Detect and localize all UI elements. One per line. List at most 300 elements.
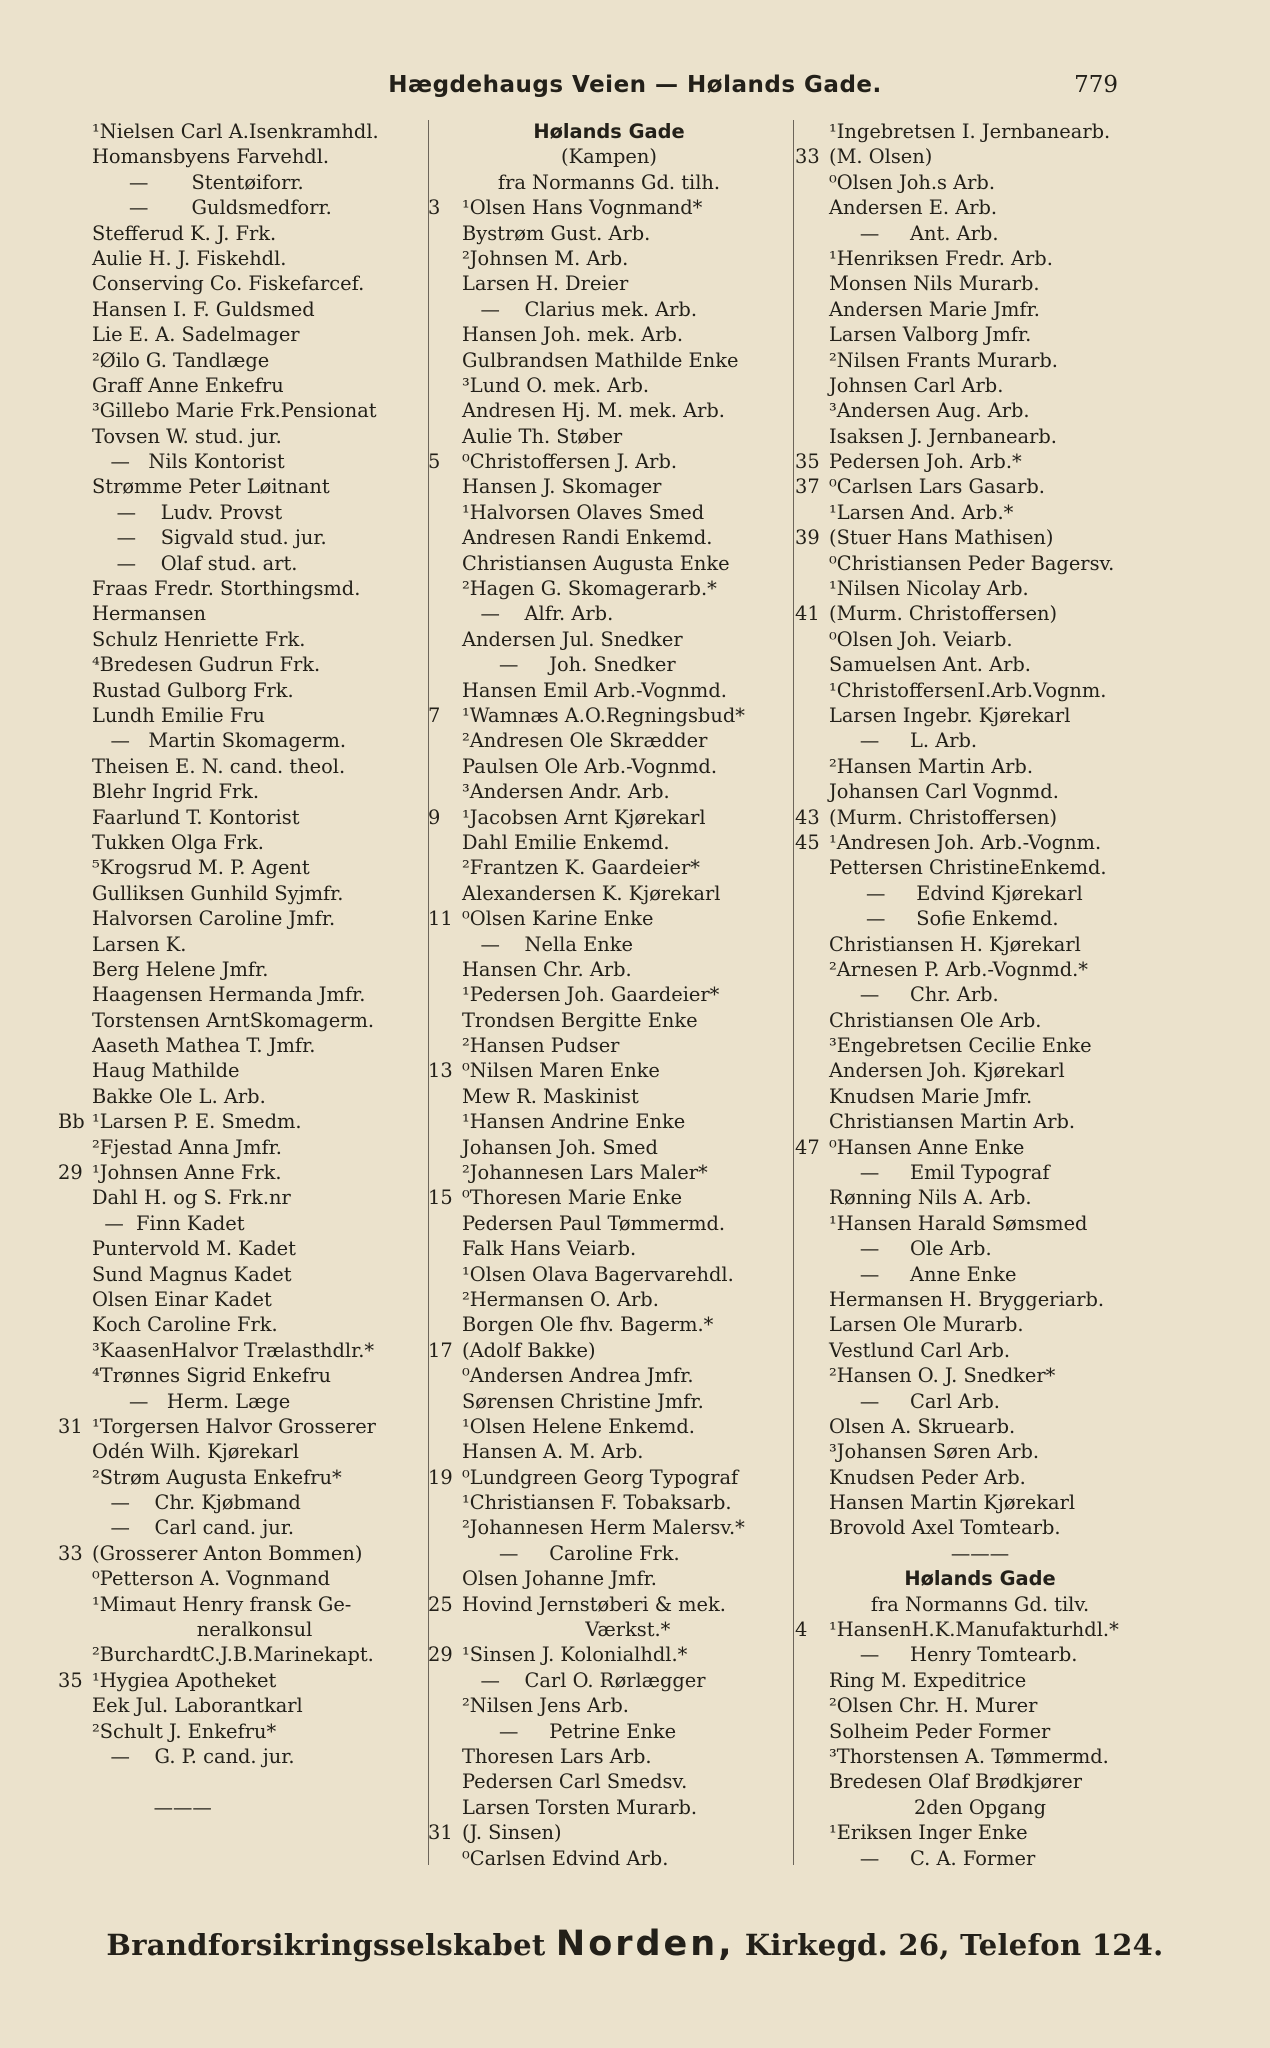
directory-entry — [795, 906, 1165, 931]
entry-text: — Olaf stud. art. — [92, 551, 298, 575]
entry-text: Andersen Joh. Kjørekarl — [829, 1059, 1065, 1083]
entry-text: Pedersen Paul Tømmermd. — [462, 1211, 726, 1235]
entry-text: Larsen Valborg Jmfr. — [829, 323, 1032, 347]
house-number: 31 — [428, 1821, 453, 1845]
directory-entry — [795, 957, 1165, 982]
directory-entry — [428, 982, 790, 1007]
directory-entry — [795, 855, 1165, 880]
directory-entry — [58, 1795, 428, 1820]
directory-entry — [58, 1719, 428, 1744]
entry-text: ¹Pedersen Joh. Gaardeier* — [462, 983, 720, 1007]
directory-entry — [795, 474, 1165, 499]
entry-text: Brovold Axel Tomtearb. — [829, 1516, 1061, 1540]
directory-entry — [58, 449, 428, 474]
house-number: 37 — [795, 475, 820, 499]
directory-entry — [428, 1541, 790, 1566]
directory-entry — [428, 855, 790, 880]
entry-text: ⁴Trønnes Sigrid Enkefru — [92, 1364, 331, 1388]
house-number: 19 — [428, 1465, 453, 1489]
entry-text: Aulie H. J. Fiskehdl. — [92, 246, 287, 270]
directory-entry — [58, 982, 428, 1007]
directory-entry — [795, 1185, 1165, 1210]
entry-text: Knudsen Marie Jmfr. — [829, 1084, 1033, 1108]
directory-entry — [795, 525, 1165, 550]
directory-entry — [795, 1287, 1165, 1312]
directory-entry — [795, 1439, 1165, 1464]
entry-text: Pedersen Joh. Arb.* — [829, 450, 1022, 474]
directory-entry — [428, 1515, 790, 1540]
directory-entry — [58, 297, 428, 322]
entry-text: Berg Helene Jmfr. — [92, 957, 269, 981]
entry-text: Borgen Ole fhv. Bagerm.* — [462, 1313, 714, 1337]
footer-brand: Norden, — [555, 1924, 735, 1964]
entry-text: Rustad Gulborg Frk. — [92, 678, 294, 702]
directory-entry — [795, 1769, 1165, 1794]
entry-text: Andresen Hj. M. mek. Arb. — [462, 399, 725, 423]
entry-text: ²Hagen G. Skomagerarb.* — [462, 577, 717, 601]
entry-text: — Carl O. Rørlægger — [462, 1668, 706, 1692]
directory-entry — [795, 1211, 1165, 1236]
directory-entry — [58, 627, 428, 652]
directory-entry — [795, 271, 1165, 296]
directory-entry — [795, 932, 1165, 957]
entry-text: Samuelsen Ant. Arb. — [829, 653, 1031, 677]
directory-entry — [428, 1236, 790, 1261]
directory-entry — [428, 525, 790, 550]
directory-entry — [58, 754, 428, 779]
directory-entry — [58, 881, 428, 906]
directory-entry — [58, 500, 428, 525]
entry-text: — Martin Skomagerm. — [92, 729, 347, 753]
entry-text: Graff Anne Enkefru — [92, 373, 284, 397]
entry-text: ——— — [92, 1795, 212, 1819]
entry-text: ³Thorstensen A. Tømmermd. — [829, 1745, 1109, 1768]
directory-entry — [58, 1262, 428, 1287]
directory-entry — [428, 1363, 790, 1388]
directory-entry — [428, 703, 790, 728]
footer-prefix: Brandforsikringsselskabet — [106, 1928, 556, 1962]
directory-entry — [58, 652, 428, 677]
entry-text: — Carl cand. jur. — [92, 1516, 295, 1540]
entry-text: ¹Johnsen Anne Frk. — [92, 1161, 282, 1185]
entry-text: ⁵Krogsrud M. P. Agent — [92, 856, 310, 880]
directory-entry — [795, 1617, 1165, 1642]
directory-entry — [795, 779, 1165, 804]
entry-text: Stefferud K. J. Frk. — [92, 221, 277, 245]
entry-text: Puntervold M. Kadet — [92, 1237, 296, 1261]
directory-entry — [795, 1515, 1165, 1540]
entry-text: Hansen Joh. mek. Arb. — [462, 323, 684, 347]
directory-entry — [428, 627, 790, 652]
directory-entry — [428, 1820, 790, 1845]
directory-entry — [428, 779, 790, 804]
directory-entry — [58, 195, 428, 220]
entry-text: ³Gillebo Marie Frk.Pensionat — [92, 399, 377, 423]
directory-entry — [795, 1312, 1165, 1337]
entry-text: ²Fjestad Anna Jmfr. — [92, 1135, 282, 1159]
house-number: 45 — [795, 830, 820, 854]
directory-entry — [58, 1338, 428, 1363]
entry-text: — Ant. Arb. — [829, 221, 999, 245]
entry-text: Hansen I. F. Guldsmed — [92, 297, 315, 321]
entry-text: Hansen J. Skomager — [462, 475, 662, 499]
entry-text: Larsen Ole Murarb. — [829, 1313, 1024, 1337]
directory-entry — [428, 195, 790, 220]
directory-entry — [795, 449, 1165, 474]
house-number: 7 — [428, 703, 441, 727]
directory-entry — [58, 1312, 428, 1337]
entry-text: Ring M. Expeditrice — [829, 1668, 1027, 1692]
directory-entry — [428, 1744, 790, 1769]
directory-entry — [58, 1490, 428, 1515]
entry-text: ²Nilsen Jens Arb. — [462, 1694, 629, 1718]
directory-entry — [58, 1541, 428, 1566]
house-number: 13 — [428, 1059, 453, 1083]
house-number: 29 — [428, 1643, 453, 1667]
entry-text: Andersen Marie Jmfr. — [829, 297, 1040, 321]
entry-text: (J. Sinsen) — [462, 1821, 562, 1845]
directory-entry — [428, 449, 790, 474]
entry-text: Larsen Torsten Murarb. — [462, 1795, 698, 1819]
entry-text: Christiansen H. Kjørekarl — [829, 932, 1081, 956]
entry-text: (Murm. Christoffersen) — [829, 805, 1058, 829]
directory-entry — [795, 830, 1165, 855]
entry-text: Pettersen ChristineEnkemd. — [829, 856, 1107, 880]
entry-text: ¹Olsen Olava Bagervarehdl. — [462, 1262, 734, 1286]
directory-entry — [795, 982, 1165, 1007]
directory-entry — [428, 678, 790, 703]
directory-entry — [428, 1185, 790, 1210]
directory-entry — [428, 1338, 790, 1363]
directory-entry — [428, 1312, 790, 1337]
directory-entry — [428, 957, 790, 982]
entry-text: Paulsen Ole Arb.-Vognmd. — [462, 754, 717, 778]
directory-entry — [58, 271, 428, 296]
directory-entry — [58, 551, 428, 576]
entry-text: ⁰Carlsen Lars Gasarb. — [829, 475, 1045, 499]
entry-text: Mew R. Maskinist — [462, 1084, 639, 1108]
directory-entry — [58, 678, 428, 703]
entry-text: Lundh Emilie Fru — [92, 703, 265, 727]
entry-text: Hermansen — [92, 602, 207, 626]
entry-text: Solheim Peder Former — [829, 1719, 1051, 1743]
directory-entry — [428, 246, 790, 271]
entry-text: Tovsen W. stud. jur. — [92, 424, 282, 448]
directory-entry — [428, 728, 790, 753]
entry-text: — Sofie Enkemd. — [829, 907, 1059, 931]
entry-text: Dahl Emilie Enkemd. — [462, 830, 670, 854]
directory-entry — [795, 1389, 1165, 1414]
directory-entry — [795, 1744, 1165, 1769]
directory-entry — [428, 576, 790, 601]
entry-text: ¹ChristoffersenI.Arb.Vognm. — [829, 678, 1107, 702]
entry-text: ¹Wamnæs A.O.Regningsbud* — [462, 703, 745, 727]
directory-entry — [795, 424, 1165, 449]
directory-entry — [795, 1363, 1165, 1388]
entry-text: Bakke Ole L. Arb. — [92, 1084, 266, 1108]
entry-text: Rønning Nils A. Arb. — [829, 1186, 1032, 1210]
entry-text: — Stentøiforr. — [92, 170, 304, 194]
entry-text: — Edvind Kjørekarl — [829, 881, 1083, 905]
directory-entry — [428, 551, 790, 576]
column-2 — [428, 119, 790, 1889]
directory-entry — [795, 1846, 1165, 1871]
directory-entry — [58, 221, 428, 246]
entry-text: Trondsen Bergitte Enke — [462, 1008, 698, 1032]
directory-entry — [795, 1719, 1165, 1744]
entry-text: ¹HansenH.K.Manufakturhdl.* — [829, 1618, 1119, 1642]
entry-text: ³KaasenHalvor Trælasthdlr.* — [92, 1338, 375, 1362]
entry-text: Hansen Martin Kjørekarl — [829, 1491, 1076, 1515]
entry-text: Odén Wilh. Kjørekarl — [92, 1440, 299, 1464]
directory-entry — [58, 1592, 428, 1617]
entry-text: ³Engebretsen Cecilie Enke — [829, 1034, 1092, 1058]
directory-entry — [58, 1185, 428, 1210]
directory-entry — [795, 703, 1165, 728]
directory-entry — [428, 601, 790, 626]
entry-text: — Herm. Læge — [92, 1389, 291, 1413]
directory-entry — [428, 1566, 790, 1591]
directory-entry — [428, 373, 790, 398]
entry-text: ⁰Olsen Joh.s Arb. — [829, 170, 996, 194]
directory-entry — [795, 728, 1165, 753]
directory-entry — [428, 1058, 790, 1083]
entry-text: ²Hansen O. J. Snedker* — [829, 1364, 1056, 1388]
directory-entry: fra Normanns Gd. tilv. — [870, 1592, 1090, 1616]
directory-entry — [58, 1363, 428, 1388]
directory-entry — [58, 474, 428, 499]
entry-text: ²Hansen Martin Arb. — [829, 754, 1033, 778]
directory-entry — [58, 601, 428, 626]
directory-entry — [428, 1109, 790, 1134]
entry-text: ²Johnsen M. Arb. — [462, 246, 629, 270]
directory-entry — [795, 1414, 1165, 1439]
entry-text: (M. Olsen) — [829, 145, 933, 169]
entry-text: Christiansen Ole Arb. — [829, 1008, 1042, 1032]
directory-entry — [58, 1439, 428, 1464]
entry-text: Johnsen Carl Arb. — [829, 373, 1004, 397]
directory-entry — [428, 1719, 790, 1744]
directory-entry — [428, 1693, 790, 1718]
entry-text: ¹Mimaut Henry fransk Ge- — [92, 1592, 352, 1616]
directory-entry — [428, 474, 790, 499]
entry-text: ⁰Olsen Joh. Veiarb. — [829, 627, 1013, 651]
directory-entry — [795, 1820, 1165, 1845]
directory-entry — [428, 754, 790, 779]
entry-text: — Alfr. Arb. — [462, 602, 614, 626]
entry-text: ⁰Andersen Andrea Jmfr. — [462, 1364, 694, 1388]
directory-entry — [428, 1262, 790, 1287]
directory-entry — [428, 1033, 790, 1058]
directory-entry — [58, 728, 428, 753]
directory-entry — [428, 424, 790, 449]
street-heading: Hølands Gade — [533, 120, 685, 143]
entry-text: Larsen K. — [92, 932, 187, 956]
entry-text: Gulbrandsen Mathilde Enke — [462, 348, 739, 372]
house-number: 3 — [428, 196, 441, 220]
entry-text: ³Andersen Aug. Arb. — [829, 399, 1030, 423]
entry-text: — Nella Enke — [462, 932, 633, 956]
directory-entry — [428, 1414, 790, 1439]
entry-text: ¹Nilsen Nicolay Arb. — [829, 577, 1029, 601]
house-number: 5 — [428, 450, 441, 474]
entry-text: — Petrine Enke — [462, 1719, 677, 1743]
entry-text: Andersen E. Arb. — [829, 196, 998, 220]
directory-entry — [795, 601, 1165, 626]
directory-entry — [58, 170, 428, 195]
entry-text: — Ludv. Provst — [92, 500, 283, 524]
entry-text: Pedersen Carl Smedsv. — [462, 1770, 688, 1794]
entry-text: Hansen Emil Arb.-Vognmd. — [462, 678, 727, 702]
house-number: 11 — [428, 907, 453, 931]
entry-text: Johansen Joh. Smed — [462, 1135, 658, 1159]
entry-text: ²Johannesen Herm Malersv.* — [462, 1516, 745, 1540]
entry-text: ¹Henriksen Fredr. Arb. — [829, 246, 1053, 270]
directory-entry — [58, 906, 428, 931]
directory-entry — [58, 1008, 428, 1033]
directory-entry — [428, 221, 790, 246]
entry-text: Thoresen Lars Arb. — [462, 1745, 652, 1768]
house-number: 33 — [58, 1541, 83, 1565]
house-number: 29 — [58, 1161, 83, 1185]
directory-entry — [795, 221, 1165, 246]
house-number: 41 — [795, 602, 820, 626]
house-number: 35 — [58, 1668, 83, 1692]
directory-entry — [428, 1084, 790, 1109]
directory-entry — [58, 932, 428, 957]
directory-entry — [795, 1236, 1165, 1261]
entry-text: Homansbyens Farvehdl. — [92, 145, 330, 169]
entry-text: — Anne Enke — [829, 1262, 1017, 1286]
entry-text: Haug Mathilde — [92, 1059, 240, 1083]
entry-text: ²Nilsen Frants Murarb. — [829, 348, 1058, 372]
entry-text: Christiansen Martin Arb. — [829, 1110, 1076, 1134]
entry-text: ⁰Nilsen Maren Enke — [462, 1059, 660, 1083]
directory-entry — [428, 1592, 790, 1617]
directory-entry — [428, 500, 790, 525]
directory-entry — [795, 170, 1165, 195]
house-number: 35 — [795, 450, 820, 474]
entry-text: Alexandersen K. Kjørekarl — [462, 881, 721, 905]
directory-entry — [428, 805, 790, 830]
directory-entry — [795, 1033, 1165, 1058]
entry-text: — G. P. cand. jur. — [92, 1745, 295, 1768]
directory-entry — [58, 1515, 428, 1540]
directory-entry — [58, 373, 428, 398]
entry-text: — Guldsmedforr. — [92, 196, 332, 220]
directory-entry — [58, 119, 428, 144]
directory-entry — [428, 1769, 790, 1794]
entry-text: ¹Torgersen Halvor Grosserer — [92, 1414, 376, 1438]
directory-entry — [795, 246, 1165, 271]
entry-text: ⁰Christiansen Peder Bagersv. — [829, 551, 1115, 575]
entry-text: Andersen Jul. Snedker — [462, 627, 683, 651]
directory-entry — [428, 1135, 790, 1160]
entry-text: ²Andresen Ole Skrædder — [462, 729, 708, 753]
directory-entry — [795, 1008, 1165, 1033]
street-heading: Hølands Gade — [904, 1567, 1056, 1591]
entry-text: Vestlund Carl Arb. — [829, 1338, 1011, 1362]
directory-entry — [795, 678, 1165, 703]
entry-text: ⁰Lundgreen Georg Typograf — [462, 1465, 739, 1489]
page-number: 779 — [1074, 72, 1118, 98]
directory-entry — [795, 195, 1165, 220]
entry-text: ¹Olsen Helene Enkemd. — [462, 1414, 695, 1438]
entry-text: ¹Olsen Hans Vognmand* — [462, 196, 703, 220]
entry-text: Lie E. A. Sadelmager — [92, 323, 300, 347]
directory-entry — [795, 754, 1165, 779]
entry-text: — Henry Tomtearb. — [829, 1643, 1078, 1667]
directory-entry — [58, 1617, 428, 1642]
directory-entry — [795, 322, 1165, 347]
entry-text: ¹Andresen Joh. Arb.-Vognm. — [829, 830, 1102, 854]
directory-entry — [428, 1846, 790, 1871]
entry-text: (Adolf Bakke) — [462, 1338, 596, 1362]
directory-entry — [428, 1617, 790, 1642]
directory-entry — [58, 1084, 428, 1109]
entry-text: ²Frantzen K. Gaardeier* — [462, 856, 700, 880]
entry-text: Isaksen J. Jernbanearb. — [829, 424, 1057, 448]
house-number: 31 — [58, 1414, 83, 1438]
column-1 — [58, 119, 428, 1889]
directory-entry — [795, 1338, 1165, 1363]
entry-text: ²Olsen Chr. H. Murer — [829, 1694, 1038, 1718]
directory-entry — [58, 1566, 428, 1591]
house-number: 47 — [795, 1135, 820, 1159]
house-number: 9 — [428, 805, 441, 829]
directory-entry: ——— — [950, 1541, 1010, 1565]
entry-text: Torstensen ArntSkomagerm. — [92, 1008, 375, 1032]
entry-text: Olsen A. Skruearb. — [829, 1414, 1016, 1438]
directory-entry — [58, 1668, 428, 1693]
advertisement-footer — [0, 1924, 1270, 1964]
directory-entry — [58, 957, 428, 982]
entry-text: ¹Ingebretsen I. Jernbanearb. — [829, 120, 1111, 143]
entry-text: Johansen Carl Vognmd. — [829, 780, 1059, 804]
directory-entry — [58, 703, 428, 728]
column-divider — [793, 120, 794, 1865]
directory-entry — [428, 906, 790, 931]
directory-entry — [58, 322, 428, 347]
entry-text: — L. Arb. — [829, 729, 978, 753]
directory-entry — [795, 1465, 1165, 1490]
directory-entry — [58, 1693, 428, 1718]
directory-entry — [428, 932, 790, 957]
entry-text: Haagensen Hermanda Jmfr. — [92, 983, 366, 1007]
house-number: Bb — [58, 1110, 85, 1134]
directory-entry — [428, 1439, 790, 1464]
column-3 — [795, 119, 1165, 1889]
entry-text: Bystrøm Gust. Arb. — [462, 221, 651, 245]
directory-entry — [795, 881, 1165, 906]
entry-text: — Clarius mek. Arb. — [462, 297, 697, 321]
entry-text: ¹Jacobsen Arnt Kjørekarl — [462, 805, 706, 829]
directory-entry — [428, 1211, 790, 1236]
entry-text: — Sigvald stud. jur. — [92, 526, 327, 550]
entry-text: Eek Jul. Laborantkarl — [92, 1694, 303, 1718]
entry-text: Andresen Randi Enkemd. — [462, 526, 713, 550]
entry-text: ⁰Thoresen Marie Enke — [462, 1186, 683, 1210]
entry-text: ¹Eriksen Inger Enke — [829, 1821, 1028, 1845]
directory-entry — [428, 1668, 790, 1693]
directory-entry — [428, 322, 790, 347]
directory-entry — [58, 1287, 428, 1312]
entry-text: (Grosserer Anton Bommen) — [92, 1541, 363, 1565]
entry-text: ⁰Hansen Anne Enke — [829, 1135, 1025, 1159]
entry-text: ¹Hansen Harald Sømsmed — [829, 1211, 1088, 1235]
directory-entry — [58, 1058, 428, 1083]
entry-text: Knudsen Peder Arb. — [829, 1465, 1026, 1489]
